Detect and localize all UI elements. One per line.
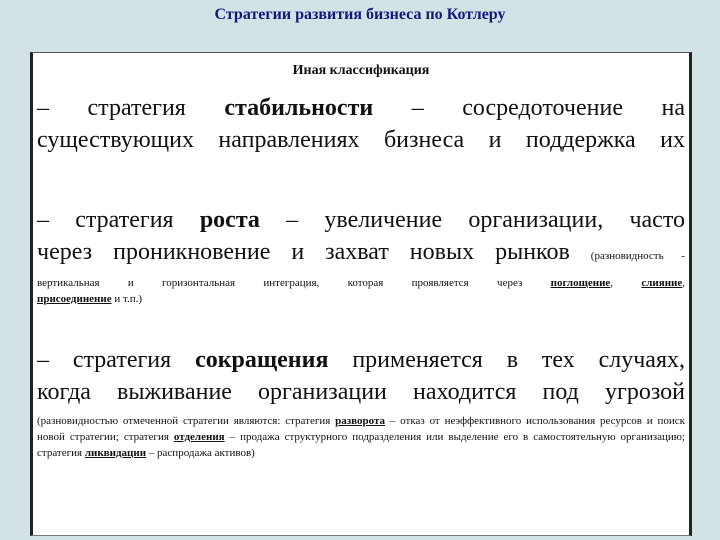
kw-merger: слияние: [641, 277, 683, 289]
card-subtitle: Иная классификация: [292, 63, 430, 78]
reduction-note-part: – распродажа активов): [146, 447, 255, 459]
kw-separation: отделения: [173, 431, 225, 443]
growth-note-line-2: [37, 291, 685, 307]
growth-line-2: [37, 237, 685, 271]
reduction-line-2-text: когда выживание организации находится под угрозой: [37, 379, 685, 405]
reduction-note-part: (разновидностью отмеченной стратегии являются: стратегия: [37, 415, 336, 427]
kw-absorption: поглощение: [550, 277, 611, 289]
stability-line-2: [37, 125, 685, 155]
stability-line-2-text: существующих направлениях бизнеса и поддержка их: [37, 127, 685, 153]
kw-accession: присоединение: [37, 293, 112, 305]
growth-line-2-text: через проникновение и захват новых рынков: [37, 239, 570, 265]
reduction-line-2: [37, 377, 685, 407]
stability-term: стабильности: [224, 95, 374, 121]
stability-prefix: – стратегия: [37, 95, 225, 121]
reduction-line-1: [37, 345, 685, 375]
growth-line-1-suffix: – увеличение организации, часто: [259, 207, 685, 233]
growth-note-text: вертикальная и горизонтальная интеграция, которая проявляется через: [37, 277, 523, 289]
stability-line-1: [37, 93, 685, 123]
comma: ,: [682, 277, 686, 289]
kw-reversal: разворота: [335, 415, 386, 427]
content-card: [30, 52, 692, 536]
reduction-note-part: – отказ от неэффективного использования ресурсов и поиск новой стратегии; стратегия: [37, 415, 685, 443]
reduction-term: сокращения: [195, 347, 329, 373]
growth-term: роста: [199, 207, 260, 233]
growth-note-line-1: [37, 275, 685, 291]
growth-line-1: [37, 205, 685, 235]
page-title: Стратегии развития бизнеса по Котлеру: [214, 6, 506, 23]
growth-note-end: и т.п.): [111, 293, 143, 305]
reduction-line-1-suffix: применяется в тех случаях,: [328, 347, 685, 373]
comma: ,: [610, 277, 614, 289]
reduction-prefix: – стратегия: [37, 347, 196, 373]
kw-liquidation: ликвидации: [84, 447, 147, 459]
reduction-note-part: – продажа структурного подразделения или выделение его в самостоятельную организацию; стратегия: [37, 431, 685, 459]
stability-line-1-suffix: – сосредоточение на: [373, 95, 685, 121]
reduction-note: [37, 413, 685, 461]
growth-note-start: (разновидность -: [590, 250, 686, 262]
growth-prefix: – стратегия: [37, 207, 200, 233]
